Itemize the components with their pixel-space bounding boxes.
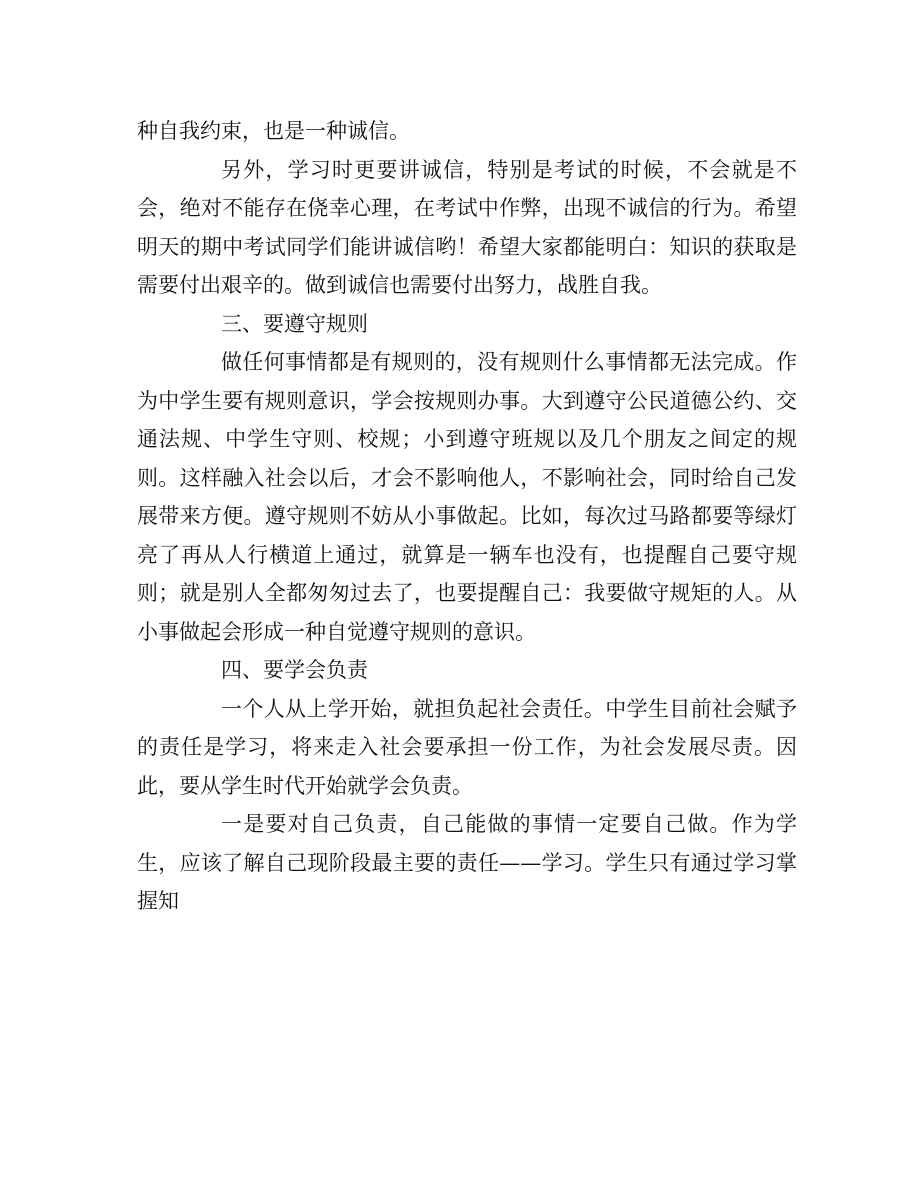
paragraph-responsibility: 一个人从上学开始，就担负起社会责任。中学生目前社会赋予的责任是学习，将来走入社会要承担一份工作，为社会发展尽责。因此，要从学生时代开始就学会负责。 — [137, 696, 797, 798]
paragraph-exam-honesty: 另外，学习时更要讲诚信，特别是考试的时候，不会就是不会，绝对不能存在侥幸心理，在考试中作弊，出现不诚信的行为。希望明天的期中考试同学们能讲诚信哟！希望大家都能明白：知识的获取是需要付出艰辛的。做到诚信也需要付出努力，战胜自我。 — [137, 157, 797, 297]
paragraph-rules: 做任何事情都是有规则的，没有规则什么事情都无法完成。作为中学生要有规则意识，学会按规则办事。大到遵守公民道德公约、交通法规、中学生守则、校规；小到遵守班规以及几个朋友之间定的规则。这样融入社会以后，才会不影响他人，不影响社会，同时给自己发展带来方便。遵守规则不妨从小事做起。比如，每次过马路都要等绿灯亮了再从人行横道上通过，就算是一辆车也没有，也提醒自己要守规则；就是别人全都匆匆过去了，也要提醒自己：我要做守规矩的人。从小事做起会形成一种自觉遵守规则的意识。 — [137, 350, 797, 644]
section-heading-rules: 三、要遵守规则 — [221, 311, 368, 336]
paragraph-self-responsibility: 一是要对自己负责，自己能做的事情一定要自己做。作为学生，应该了解自己现阶段最主要的责任——学习。学生只有通过学习掌握知 — [137, 812, 797, 913]
paragraph-continuation: 种自我约束，也是一种诚信。 — [137, 119, 410, 143]
section-heading-responsibility: 四、要学会负责 — [221, 658, 368, 682]
document-body — [137, 112, 797, 921]
